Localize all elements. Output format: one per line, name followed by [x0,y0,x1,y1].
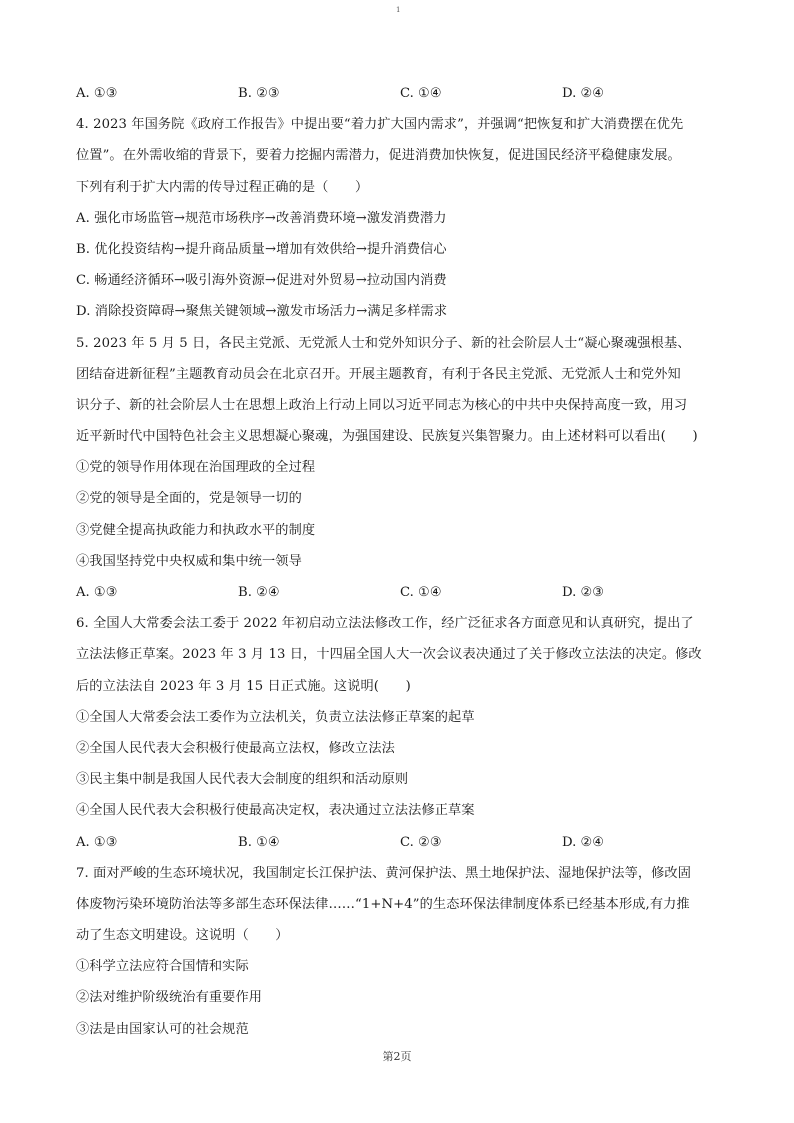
q4-choice-c[interactable]: C. 畅通经济循环→吸引海外资源→促进对外贸易→拉动国内消费 [76,273,447,289]
q6-stem-line: 后的立法法自 2023 年 3 月 15 日正式施。这说明( ) [76,678,411,694]
q4-choice-a[interactable]: A. 强化市场监管→规范市场秩序→改善消费环境→激发消费潜力 [76,210,447,226]
q3-option-d[interactable]: D. ②④ [562,86,605,101]
q6-statement-4: ④全国人民代表大会积极行使最高决定权，表决通过立法法修正草案 [76,803,475,819]
header-mark: 1 [396,6,401,14]
q6-stem-line: 立法法修正草案。2023 年 3 月 13 日，十四届全国人大一次会议表决通过了关于修改立法法的决定。修改 [76,647,702,663]
q5-option-d[interactable]: D. ②③ [562,585,605,600]
q5-stem-line: 识分子、新的社会阶层人士在思想上政治上行动上同以习近平同志为核心的中共中央保持高度一致，用习 [76,397,688,413]
q7-stem-line: 7. 面对严峻的生态环境状况，我国制定长江保护法、黄河保护法、黑土地保护法、湿地保护法等，修改固 [76,865,692,881]
q6-option-b[interactable]: B. ①④ [238,834,280,850]
q7-statement-3: ③法是由国家认可的社会规范 [76,1021,249,1037]
question-5 [76,328,726,609]
q6-statement-1: ①全国人大常委会法工委作为立法机关，负责立法法修正草案的起草 [76,709,475,725]
q4-stem-line: 下列有利于扩大内需的传导过程正确的是（ ） [76,179,369,195]
q4-stem-line: 位置”。在外需收缩的背景下，要着力挖掘内需潜力，促进消费加快恢复，促进国民经济平稳健康发展。 [76,148,681,164]
q5-option-b[interactable]: B. ②④ [238,585,280,600]
q6-option-d[interactable]: D. ②④ [562,834,605,850]
q6-stem-line: 6. 全国人大常委会法工委于 2022 年初启动立法法修改工作，经广泛征求各方面意见和认真研究，提出了 [76,616,694,632]
q5-statement-4: ④我国坚持党中央权威和集中统一领导 [76,553,302,569]
page-content [76,78,726,1045]
q5-options [76,577,726,608]
q5-statement-1: ①党的领导作用体现在治国理政的全过程 [76,460,316,476]
q5-stem-line: 近平新时代中国特色社会主义思想凝心聚魂，为强国建设、民族复兴集智聚力。由上述材料可以看出( ) [76,429,698,445]
q7-statement-2: ②法对维护阶级统治有重要作用 [76,990,263,1006]
q5-statement-2: ②党的领导是全面的，党是领导一切的 [76,491,302,507]
q3-option-a[interactable]: A. ①③ [76,86,118,101]
q6-options [76,827,726,858]
q6-statement-2: ②全国人民代表大会积极行使最高立法权，修改立法法 [76,740,395,756]
q6-option-a[interactable]: A. ①③ [76,834,118,850]
question-7 [76,858,726,1045]
q4-stem-line: 4. 2023 年国务院《政府工作报告》中提出要“着力扩大国内需求”，并强调“把恢复和扩大消费摆在优先 [76,117,684,133]
q3-option-b[interactable]: B. ②③ [238,86,280,101]
q7-statement-1: ①科学立法应符合国情和实际 [76,959,249,975]
q5-statement-3: ③党健全提高执政能力和执政水平的制度 [76,522,316,538]
question-4 [76,109,726,327]
q5-stem-line: 5. 2023 年 5 月 5 日，各民主党派、无党派人士和党外知识分子、新的社会阶层人士“凝心聚魂强根基、 [76,335,691,351]
q6-option-c[interactable]: C. ②③ [400,834,442,850]
q7-stem-line: 体废物污染环境防治法等多部生态环保法律……“1+N+4”的生态环保法律制度体系已经基本形成,有力推 [76,896,690,912]
q7-stem-line: 动了生态文明建设。这说明（ ） [76,928,289,944]
q3-options [76,78,726,109]
q3-option-c[interactable]: C. ①④ [400,86,442,101]
q6-statement-3: ③民主集中制是我国人民代表大会制度的组织和活动原则 [76,772,409,788]
q4-choice-b[interactable]: B. 优化投资结构→提升商品质量→增加有效供给→提升消费信心 [76,241,447,257]
q5-option-a[interactable]: A. ①③ [76,585,118,600]
page-number: 第2页 [382,1050,412,1063]
q4-choice-d[interactable]: D. 消除投资障碍→聚焦关键领域→激发市场活力→满足多样需求 [76,304,448,320]
q5-stem-line: 团结奋进新征程”主题教育动员会在北京召开。开展主题教育，有利于各民主党派、无党派人士和党外知 [76,366,681,382]
question-6 [76,608,726,858]
q5-option-c[interactable]: C. ①④ [400,585,442,600]
